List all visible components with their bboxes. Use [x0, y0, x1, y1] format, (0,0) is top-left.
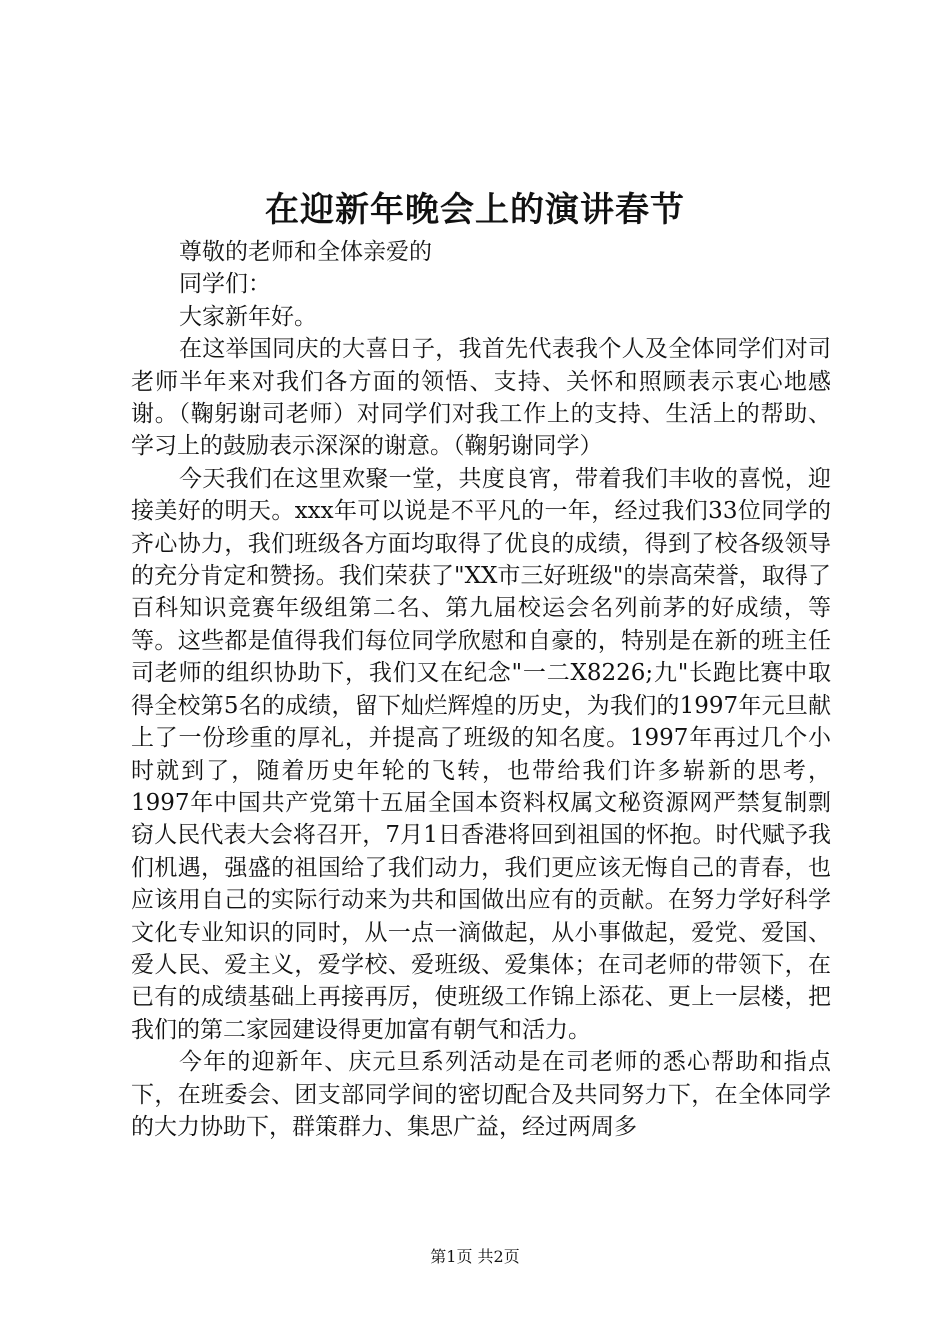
document-title: 在迎新年晚会上的演讲春节	[265, 190, 685, 230]
body-paragraph: 今年的迎新年、庆元旦系列活动是在司老师的悉心帮助和指点下，在班委会、团支部同学间的密切配合及共同努力下，在全体同学的大力协助下，群策群力、集思广益，经过两周多	[131, 1049, 831, 1140]
greeting-line: 大家新年好。	[179, 303, 317, 330]
body-paragraph: 在这举国同庆的大喜日子，我首先代表我个人及全体同学们对司老师半年来对我们各方面的领悟、支持、关怀和照顾表示衷心地感谢。（鞠躬谢司老师）对同学们对我工作上的支持、生活上的帮助、学习上的鼓励表示深深的谢意。（鞠躬谢同学）	[131, 336, 831, 460]
document-body	[131, 236, 831, 1143]
page-number-footer: 第1页 共2页	[430, 1247, 520, 1266]
greeting-line: 同学们：	[179, 271, 271, 298]
greeting-line: 尊敬的老师和全体亲爱的	[179, 239, 432, 265]
body-paragraph: 今天我们在这里欢聚一堂，共度良宵，带着我们丰收的喜悦，迎接美好的明天。xxx年可以说是不平凡的一年，经过我们33位同学的齐心协力，我们班级各方面均取得了优良的成绩，得到了校各级领导的充分肯定和赞扬。我们荣获了"XX市三好班级"的崇高荣誉，取得了百科知识竞赛年级组第二名、第九届校运会名列前茅的好成绩，等等。这些都是值得我们每位同学欣慰和自豪的，特别是在新的班主任司老师的组织协助下，我们又在纪念"一二X8226;九"长跑比赛中取得全校第5名的成绩，留下灿烂辉煌的历史，为我们的1997年元旦献上了一份珍重的厚礼，并提高了班级的知名度。1997年再过几个小时就到了，随着历史年轮的飞转，也带给我们许多崭新的思考，1997年中国共产党第十五届全国本资料权属文秘资源网严禁复制剽窃人民代表大会将召开，7月1日香港将回到祖国的怀抱。时代赋予我们机遇，强盛的祖国给了我们动力，我们更应该无悔自己的青春，也应该用自己的实际行动来为共和国做出应有的贡献。在努力学好科学文化专业知识的同时，从一点一滴做起，从小事做起，爱党、爱国、爱人民、爱主义，爱学校、爱班级、爱集体；在司老师的带领下，在已有的成绩基础上再接再厉，使班级工作锦上添花、更上一层楼，把我们的第二家园建设得更加富有朝气和活力。	[131, 465, 831, 1043]
